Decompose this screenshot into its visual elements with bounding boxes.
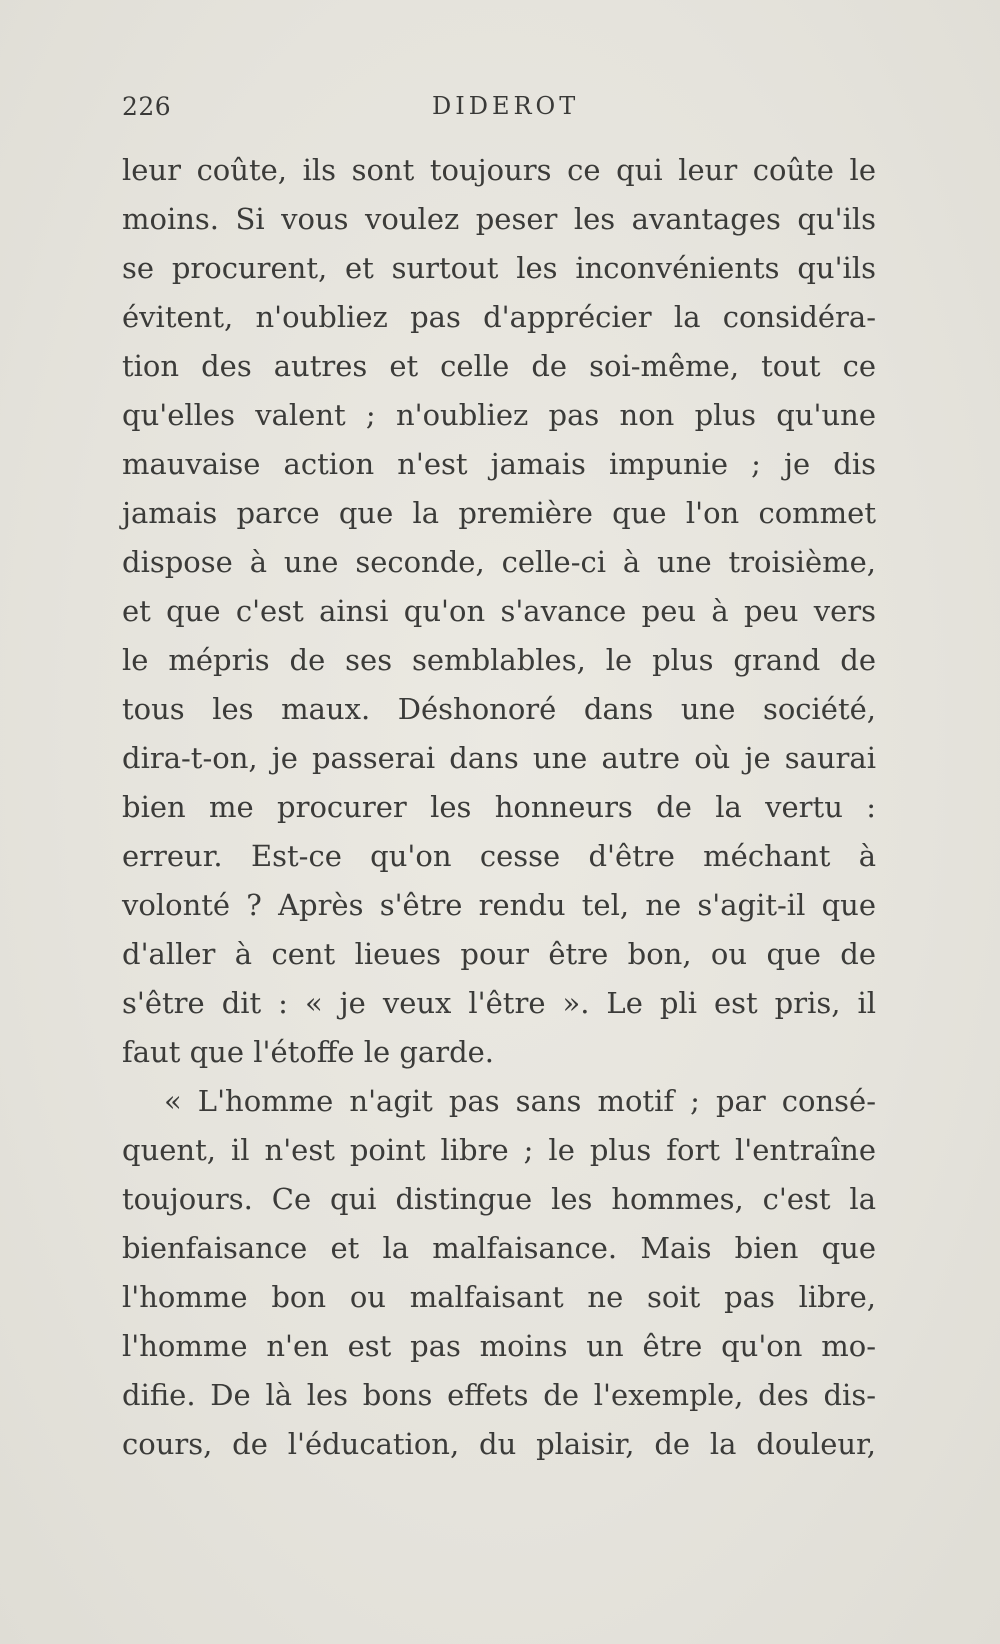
text-line: toujours. Ce qui distingue les hommes, c'est la xyxy=(122,1182,876,1216)
running-title: DIDEROT xyxy=(432,92,580,120)
text-line: le mépris de ses semblables, le plus grand de xyxy=(122,643,876,677)
text-line: erreur. Est-ce qu'on cesse d'être méchant à xyxy=(122,839,876,873)
text-line: bien me procurer les honneurs de la vertu : xyxy=(122,790,876,824)
text-line: mauvaise action n'est jamais impunie ; je dis xyxy=(122,447,876,481)
text-line: jamais parce que la première que l'on commet xyxy=(122,496,876,530)
text-line: s'être dit : « je veux l'être ». Le pli est pris, il xyxy=(122,986,876,1020)
text-line: dira-t-on, je passerai dans une autre où je saurai xyxy=(122,741,876,775)
text-line: l'homme n'en est pas moins un être qu'on mo- xyxy=(122,1329,876,1363)
text-line: quent, il n'est point libre ; le plus fort l'entraîne xyxy=(122,1133,876,1167)
text-line: moins. Si vous voulez peser les avantages qu'ils xyxy=(122,202,876,236)
text-line: se procurent, et surtout les inconvénients qu'ils xyxy=(122,251,876,285)
body-text xyxy=(122,146,876,1469)
text-line: tion des autres et celle de soi-même, tout ce xyxy=(122,349,876,383)
text-line: faut que l'étoffe le garde. xyxy=(122,1035,495,1069)
text-line: « L'homme n'agit pas sans motif ; par consé- xyxy=(164,1084,876,1118)
text-line: d'aller à cent lieues pour être bon, ou que de xyxy=(122,937,876,971)
text-line: bienfaisance et la malfaisance. Mais bien que xyxy=(122,1231,876,1265)
text-line: dispose à une seconde, celle-ci à une troisième, xyxy=(122,545,876,579)
text-line: difie. De là les bons effets de l'exemple, des dis- xyxy=(122,1378,876,1412)
text-line: et que c'est ainsi qu'on s'avance peu à peu vers xyxy=(122,594,876,628)
text-line: volonté ? Après s'être rendu tel, ne s'agit-il que xyxy=(122,888,876,922)
text-line: tous les maux. Déshonoré dans une société, xyxy=(122,692,876,726)
text-line: qu'elles valent ; n'oubliez pas non plus qu'une xyxy=(122,398,876,432)
page-header xyxy=(122,92,876,132)
page-number: 226 xyxy=(122,92,172,121)
text-line: leur coûte, ils sont toujours ce qui leur coûte le xyxy=(122,153,876,187)
text-line: l'homme bon ou malfaisant ne soit pas libre, xyxy=(122,1280,876,1314)
text-line: cours, de l'éducation, du plaisir, de la douleur, xyxy=(122,1427,876,1461)
text-line: évitent, n'oubliez pas d'apprécier la considéra- xyxy=(122,300,876,334)
